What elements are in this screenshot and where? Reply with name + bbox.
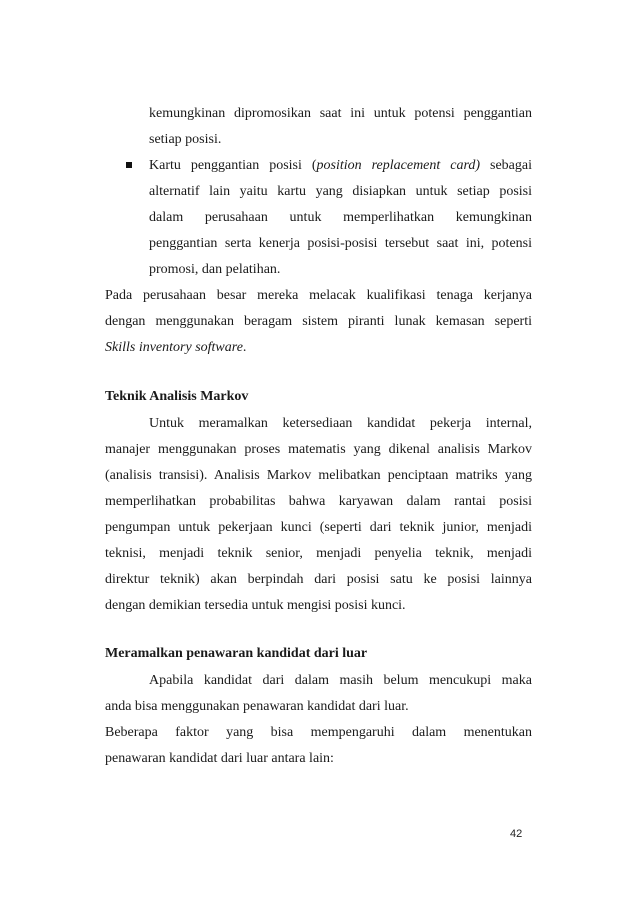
text-line: penawaran kandidat dari luar antara lain: [105,751,334,766]
text-line: Pada perusahaan besar mereka melacak kualifikasi tenaga kerjanya [105,288,532,303]
square-bullet-icon [126,162,132,168]
section-heading: Meramalkan penawaran kandidat dari luar [105,646,368,661]
text-line: dengan demikian tersedia untuk mengisi posisi kunci. [105,598,406,613]
text-line: pengumpan untuk pekerjaan kunci (seperti dari teknik junior, menjadi [105,520,532,535]
external-paragraph [105,668,532,772]
text-line: Apabila kandidat dari dalam masih belum mencukupi maka [149,673,532,688]
text-line: penggantian serta kenerja posisi-posisi tersebut saat ini, potensi [149,236,532,251]
text-line: direktur teknik) akan berpindah dari posisi satu ke posisi lainnya [105,572,532,587]
text-line: (analisis transisi). Analisis Markov melibatkan penciptaan matriks yang [105,468,532,483]
section-heading: Teknik Analisis Markov [105,389,249,404]
text-line: Beberapa faktor yang bisa mempengaruhi dalam menentukan [105,725,532,740]
text-line: dalam perusahaan untuk memperlihatkan kemungkinan [149,210,532,225]
text-line: alternatif lain yaitu kartu yang disiapkan untuk setiap posisi [149,184,532,199]
text-line: dengan menggunakan beragam sistem piranti lunak kemasan seperti [105,314,532,329]
text-line: setiap posisi. [149,132,222,147]
text-line: Kartu penggantian posisi (position replacement card) sebagai [149,158,533,173]
text-line: Untuk meramalkan ketersediaan kandidat pekerja internal, [149,416,532,431]
text-line: kemungkinan dipromosikan saat ini untuk potensi penggantian [149,106,532,121]
text-line: anda bisa menggunakan penawaran kandidat dari luar. [105,699,409,714]
text-line: memperlihatkan probabilitas bahwa karyawan dalam rantai posisi [105,494,532,509]
text-line: promosi, dan pelatihan. [149,262,281,277]
page-number: 42 [510,828,523,840]
bullet-continuation [149,101,532,153]
text-line: manajer menggunakan proses matematis yang dikenal analisis Markov [105,442,532,457]
bullet-item [149,153,532,283]
markov-paragraph [105,411,532,619]
text-line: Skills inventory software. [105,340,247,355]
paragraph [105,283,532,361]
text-line: teknisi, menjadi teknik senior, menjadi penyelia teknik, menjadi [105,546,532,561]
